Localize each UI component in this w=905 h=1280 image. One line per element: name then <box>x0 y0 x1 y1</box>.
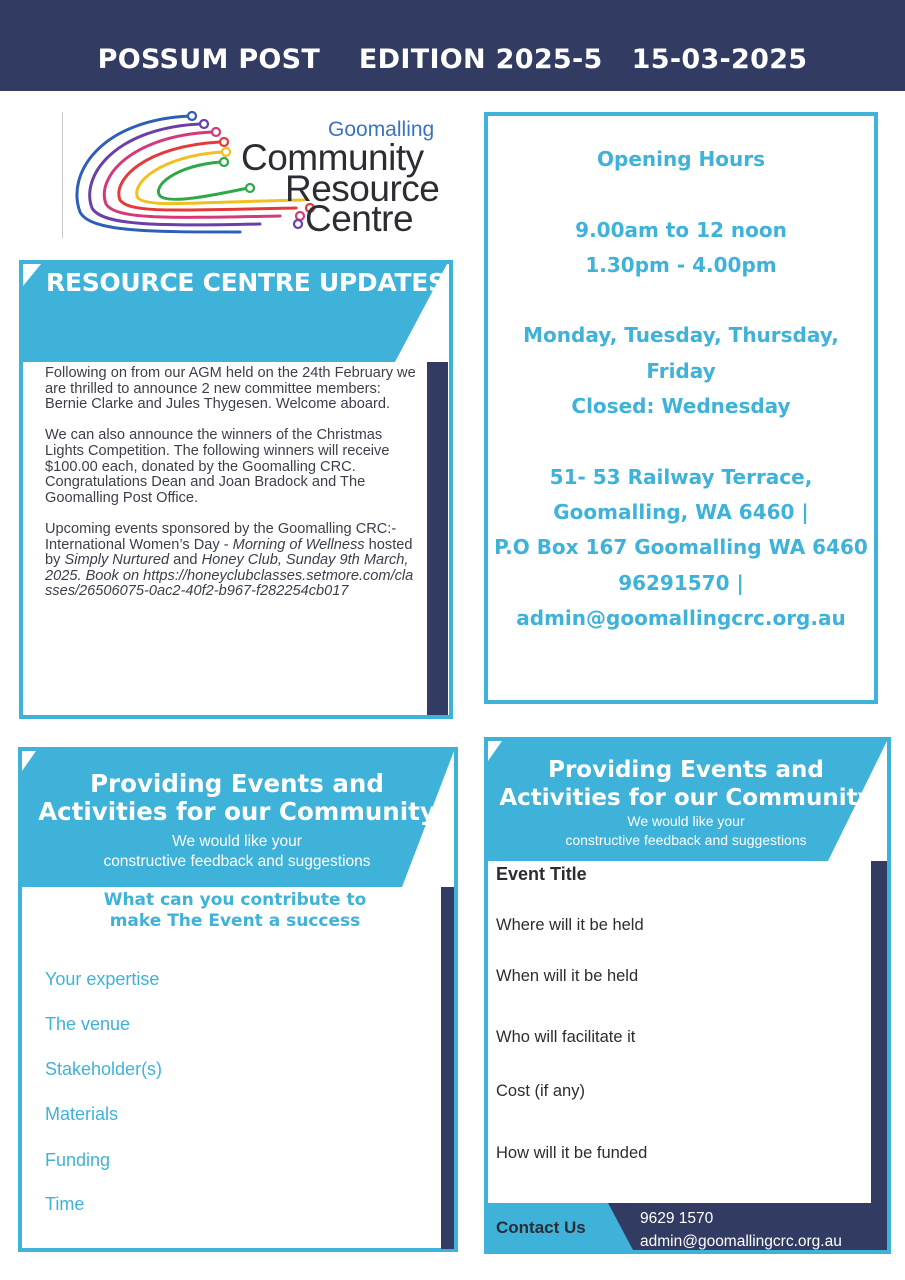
hours-morning: 9.00am to 12 noon <box>575 217 787 242</box>
contribute-side-bar <box>441 887 454 1249</box>
logo-text-goomalling: Goomalling <box>328 118 435 141</box>
po-box: P.O Box 167 Goomalling WA 6460 <box>494 535 868 560</box>
closed-days: Closed: Wednesday <box>571 394 791 419</box>
contact-phone[interactable]: 9629 1570 <box>640 1210 714 1227</box>
logo-text-centre: Centre <box>305 198 414 239</box>
contribute-subtitle-line1: We would like your <box>172 833 302 850</box>
street-address: 51- 53 Railway Terrace, <box>549 464 813 489</box>
contribute-item: Materials <box>45 1104 119 1124</box>
events-text-hosted: hosted by <box>45 536 413 569</box>
contribute-item: Stakeholder(s) <box>45 1059 163 1079</box>
updates-paragraph-events <box>45 522 417 600</box>
updates-title: RESOURCE CENTRE UPDATES <box>46 268 446 297</box>
contact-email[interactable]: admin@goomallingcrc.org.au <box>640 1233 842 1250</box>
events-text: Upcoming events sponsored by the Goomalling CRC:- International Women’s Day - <box>45 520 397 553</box>
logo-divider <box>62 112 63 238</box>
logo-text-community: Community <box>241 137 424 178</box>
event-form-title <box>488 756 884 812</box>
hours-afternoon: 1.30pm - 4.00pm <box>585 252 777 277</box>
contribute-question-line2: make The Event a success <box>109 911 361 931</box>
booking-link[interactable]: Honey Club, Sunday 9th March, 2025. Book on https://honeyclubclasses.setmore.com/classes/26506075-0ac2-40f2-b967-f282254cb017 <box>45 552 414 600</box>
event-form-field: Who will facilitate it <box>496 1028 636 1046</box>
event-form-title-line2: Activities for our Community <box>499 785 873 811</box>
event-form-subtitle-line1: We would like your <box>627 813 745 829</box>
host-name: Simply Nurtured <box>64 552 170 569</box>
contribute-title-line2: Activities for our Community <box>38 797 436 826</box>
event-name-wellness: Morning of Wellness <box>232 536 365 553</box>
contribute-question-line1: What can you contribute to <box>103 890 367 910</box>
event-form-field: Cost (if any) <box>496 1082 585 1100</box>
opening-hours-content <box>490 142 872 636</box>
town-address: Goomalling, WA 6460 | <box>553 499 809 524</box>
logo-text-resource: Resource <box>285 168 440 209</box>
phone-number: 96291570 | <box>618 570 744 595</box>
contribute-question <box>40 890 430 932</box>
open-days: Monday, Tuesday, Thursday, Friday <box>523 323 839 383</box>
updates-side-bar <box>427 362 448 715</box>
contribute-title-line1: Providing Events and <box>90 769 384 798</box>
contribute-item: Funding <box>45 1150 111 1170</box>
event-form-title-line1: Providing Events and <box>548 757 824 783</box>
contribute-subtitle-line2: constructive feedback and suggestions <box>103 853 371 870</box>
event-form-field: How will it be funded <box>496 1144 648 1162</box>
updates-paragraph-agm: Following on from our AGM held on the 24th February we are thrilled to announce 2 new committee members: Bernie Clarke and Jules Thygesen. Welcome aboard. <box>45 365 416 413</box>
event-form-subtitle <box>488 812 884 850</box>
spacer <box>490 424 872 459</box>
spacer <box>490 283 872 318</box>
updates-paragraph-christmas: We can also announce the winners of the Christmas Lights Competition. The following winners will receive $100.00 each, donated by the Goomalling CRC. Congratulations Dean and Joan Bradock and The Goomalling Post Office. <box>45 427 390 506</box>
contribute-title <box>22 770 452 826</box>
events-text-and: and <box>169 552 202 569</box>
event-form-subtitle-line2: constructive feedback and suggestions <box>565 832 807 848</box>
event-title-label: Event Title <box>496 864 587 884</box>
contribute-item: The venue <box>45 1014 131 1034</box>
opening-hours-title: Opening Hours <box>597 147 765 171</box>
contribute-subtitle <box>22 832 452 872</box>
newsletter-title: POSSUM POST EDITION 2025-5 15-03-2025 <box>97 44 808 75</box>
contribute-item: Your expertise <box>45 969 160 989</box>
updates-body <box>45 366 417 616</box>
event-form-field: When will it be held <box>496 967 639 985</box>
contribute-item: Time <box>45 1194 85 1214</box>
spacer <box>490 177 872 212</box>
event-form-field: Where will it be held <box>496 916 644 934</box>
contact-us-label: Contact Us <box>496 1218 586 1237</box>
email-address[interactable]: admin@goomallingcrc.org.au <box>516 605 846 630</box>
event-form-side-bar <box>871 861 887 1203</box>
